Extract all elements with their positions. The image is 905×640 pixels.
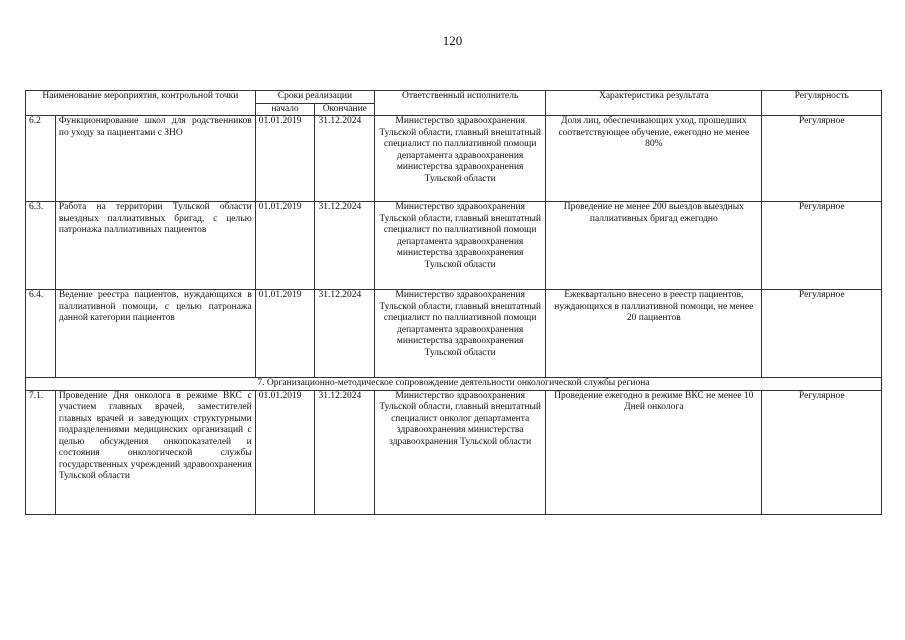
row-regularity: Регулярное [762, 116, 882, 202]
row-regularity: Регулярное [762, 390, 882, 514]
row-responsible: Министерство здравоохранения Тульской области, главный внештатный специалист по паллиативной помощи департамента здравоохранения министерства здравоохранения Тульской области [375, 116, 546, 202]
header-regularity: Регулярность [762, 91, 882, 116]
row-result: Проведение ежегодно в режиме ВКС не менее 10 Дней онколога [546, 390, 762, 514]
row-name: Проведение Дня онколога в режиме ВКС с участием главных врачей, заместителей главных врачей и заведующих структурными подразделениями медицинских организаций с целью обсуждения онкопоказателей и состояния онкологической службы государственных учреждений здравоохранения Тульской области [55, 390, 255, 514]
header-result: Характеристика результата [546, 91, 762, 116]
row-responsible: Министерство здравоохранения Тульской области, главный внештатный специалист по паллиативной помощи департамента здравоохранения министерства здравоохранения Тульской области [375, 202, 546, 290]
section-title: 7. Организационно-методическое сопровождение деятельности онкологической службы региона [26, 378, 882, 391]
table-row [26, 202, 882, 290]
row-number: 6.3. [26, 202, 56, 290]
row-number: 6.4. [26, 290, 56, 378]
row-start: 01.01.2019 [255, 290, 315, 378]
row-start: 01.01.2019 [255, 116, 315, 202]
row-responsible: Министерство здравоохранения Тульской области, главный внештатный специалист онколог департамента здравоохранения министерства здравоохранения Тульской области [375, 390, 546, 514]
row-start: 01.01.2019 [255, 202, 315, 290]
header-start: начало [255, 103, 315, 116]
header-row [26, 91, 882, 104]
plan-table [25, 90, 882, 515]
table-row [26, 390, 882, 514]
header-responsible: Ответственный исполнитель [375, 91, 546, 116]
row-name: Работа на территории Тульской области выездных паллиативных бригад, с целью патронажа паллиативных пациентов [55, 202, 255, 290]
row-number: 6.2 [26, 116, 56, 202]
row-start: 01.01.2019 [255, 390, 315, 514]
row-end: 31.12.2024 [315, 116, 375, 202]
row-result: Ежеквартально внесено в реестр пациентов, нуждающихся в паллиативной помощи, не менее 20 пациентов [546, 290, 762, 378]
section-row [26, 378, 882, 391]
row-number: 7.1. [26, 390, 56, 514]
header-name: Наименование мероприятия, контрольной точки [26, 91, 256, 116]
header-terms: Сроки реализации [255, 91, 374, 104]
row-name: Ведение реестра пациентов, нуждающихся в паллиативной помощи, с целью патронажа данной категории пациентов [55, 290, 255, 378]
header-end: Окончание [315, 103, 375, 116]
row-name: Функционирование школ для родственников по уходу за пациентами с ЗНО [55, 116, 255, 202]
row-regularity: Регулярное [762, 202, 882, 290]
row-regularity: Регулярное [762, 290, 882, 378]
row-end: 31.12.2024 [315, 202, 375, 290]
row-responsible: Министерство здравоохранения Тульской области, главный внештатный специалист по паллиативной помощи департамента здравоохранения министерства здравоохранения Тульской области [375, 290, 546, 378]
table-row [26, 290, 882, 378]
row-result: Доля лиц, обеспечивающих уход, прошедших соответствующее обучение, ежегодно не менее 80% [546, 116, 762, 202]
page-number: 120 [442, 33, 463, 48]
row-result: Проведение не менее 200 выездов выездных паллиативных бригад ежегодно [546, 202, 762, 290]
row-end: 31.12.2024 [315, 390, 375, 514]
table-row [26, 116, 882, 202]
row-end: 31.12.2024 [315, 290, 375, 378]
